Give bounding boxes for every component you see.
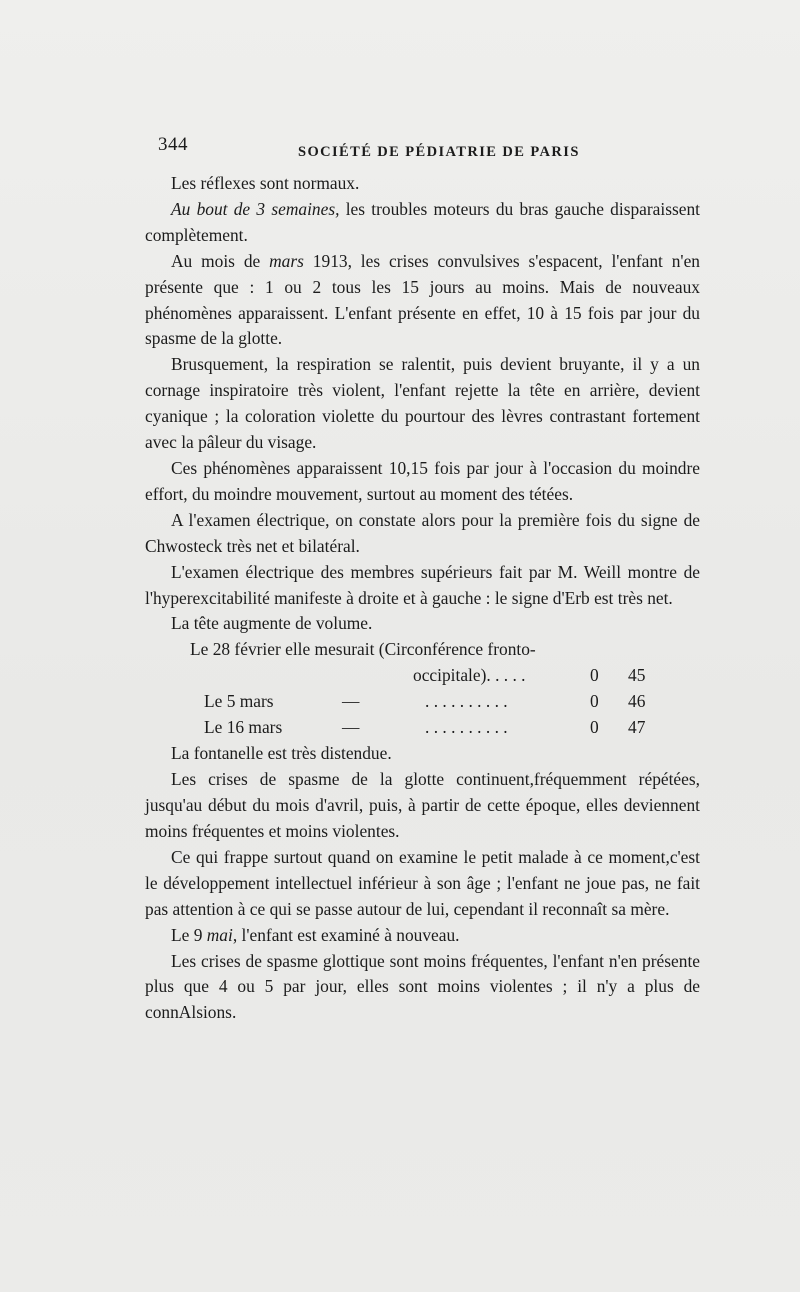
measurement-date: Le 16 mars	[204, 717, 283, 738]
measurement-row	[145, 715, 700, 741]
paragraph-glottic-crises: Les crises de spasme glottique sont moins fréquentes, l'enfant n'en présente plus que 4 ou 5 par jour, elles sont moins violentes ; il n'y a plus de connAlsions.	[145, 950, 700, 1023]
measurement-intro-row	[145, 637, 700, 663]
measurement-date: Le 5 mars	[204, 691, 274, 712]
italic-month: mars	[269, 250, 304, 271]
measurement-row	[145, 689, 700, 715]
measurement-value: 46	[628, 691, 646, 712]
italic-month: mai	[206, 924, 233, 945]
ditto-dash: —	[342, 717, 360, 738]
running-head: SOCIÉTÉ DE PÉDIATRIE DE PARIS	[298, 144, 580, 160]
ditto-dash: —	[342, 691, 360, 712]
leader-dots: . . . . . . . . . .	[425, 717, 508, 738]
paragraph-weill-exam: L'examen électrique des membres supérieurs fait par M. Weill montre de l'hyperexcitabilité manifeste à droite et à gauche : le signe d'Erb est très net.	[145, 561, 700, 608]
paragraph-fontanelle: La fontanelle est très distendue.	[171, 743, 392, 764]
measurement-value-unit: 0	[590, 665, 599, 686]
paragraph-march: Au mois de mars 1913, les crises convulsives s'espacent, l'enfant n'en présente que : 1 ou 2 tous les 15 jours au moins. Mais de nouveaux phénomènes apparaissent. L'enfant présente en effet, 10 à 15 fois par jour du spasme de la glotte.	[145, 250, 700, 349]
paragraph-crises-continue: Les crises de spasme de la glotte continuent,fréquemment répétées, jusqu'au début du mois d'avril, puis, à partir de cette époque, elles deviennent moins fréquentes et moins violentes.	[145, 769, 700, 842]
paragraph-reflexes: Les réflexes sont normaux.	[171, 173, 360, 193]
measurement-intro: Le 28 février elle mesurait (Circonférence fronto-	[190, 639, 536, 660]
paragraph-electric-exam: A l'examen électrique, on constate alors pour la première fois du signe de Chwosteck très net et bilatéral.	[145, 509, 700, 556]
paragraph-three-weeks: Au bout de 3 semaines, les troubles moteurs du bras gauche disparaissent complètement.	[145, 198, 701, 245]
paragraph-development: Ce qui frappe surtout quand on examine le petit malade à ce moment,c'est le développement intellectuel inférieur à son âge ; l'enfant ne joue pas, ne fait pas attention à ce qui se passe autour de lui, cependant il reconnaît sa mère.	[145, 846, 700, 919]
measurement-label: occipitale). . . . .	[413, 665, 526, 686]
measurement-value: 47	[628, 717, 646, 738]
paragraph-phenomena: Ces phénomènes apparaissent 10,15 fois par jour à l'occasion du moindre effort, du moindre mouvement, surtout au moment des tétées.	[145, 457, 700, 504]
paragraph-may-exam: Le 9 mai, l'enfant est examiné à nouveau.	[171, 924, 460, 945]
page-number: 344	[158, 134, 188, 155]
measurement-value-unit: 0	[590, 717, 599, 738]
measurement-value-unit: 0	[590, 691, 599, 712]
paragraph-respiration: Brusquement, la respiration se ralentit, puis devient bruyante, il y a un cornage inspiratoire très violent, l'enfant rejette la tête en arrière, devient cyanique ; la coloration violette du pourtour des lèvres contrastant fortement avec la pâleur du visage.	[145, 354, 700, 453]
measurement-value: 45	[628, 665, 646, 686]
leader-dots: . . . . . . . . . .	[425, 691, 508, 712]
italic-phrase: Au bout de 3 semaines,	[171, 198, 340, 219]
measurement-row	[145, 663, 700, 689]
measurements-table	[145, 637, 700, 741]
paragraph-head-volume: La tête augmente de volume.	[171, 613, 373, 634]
page-body	[145, 171, 700, 1026]
